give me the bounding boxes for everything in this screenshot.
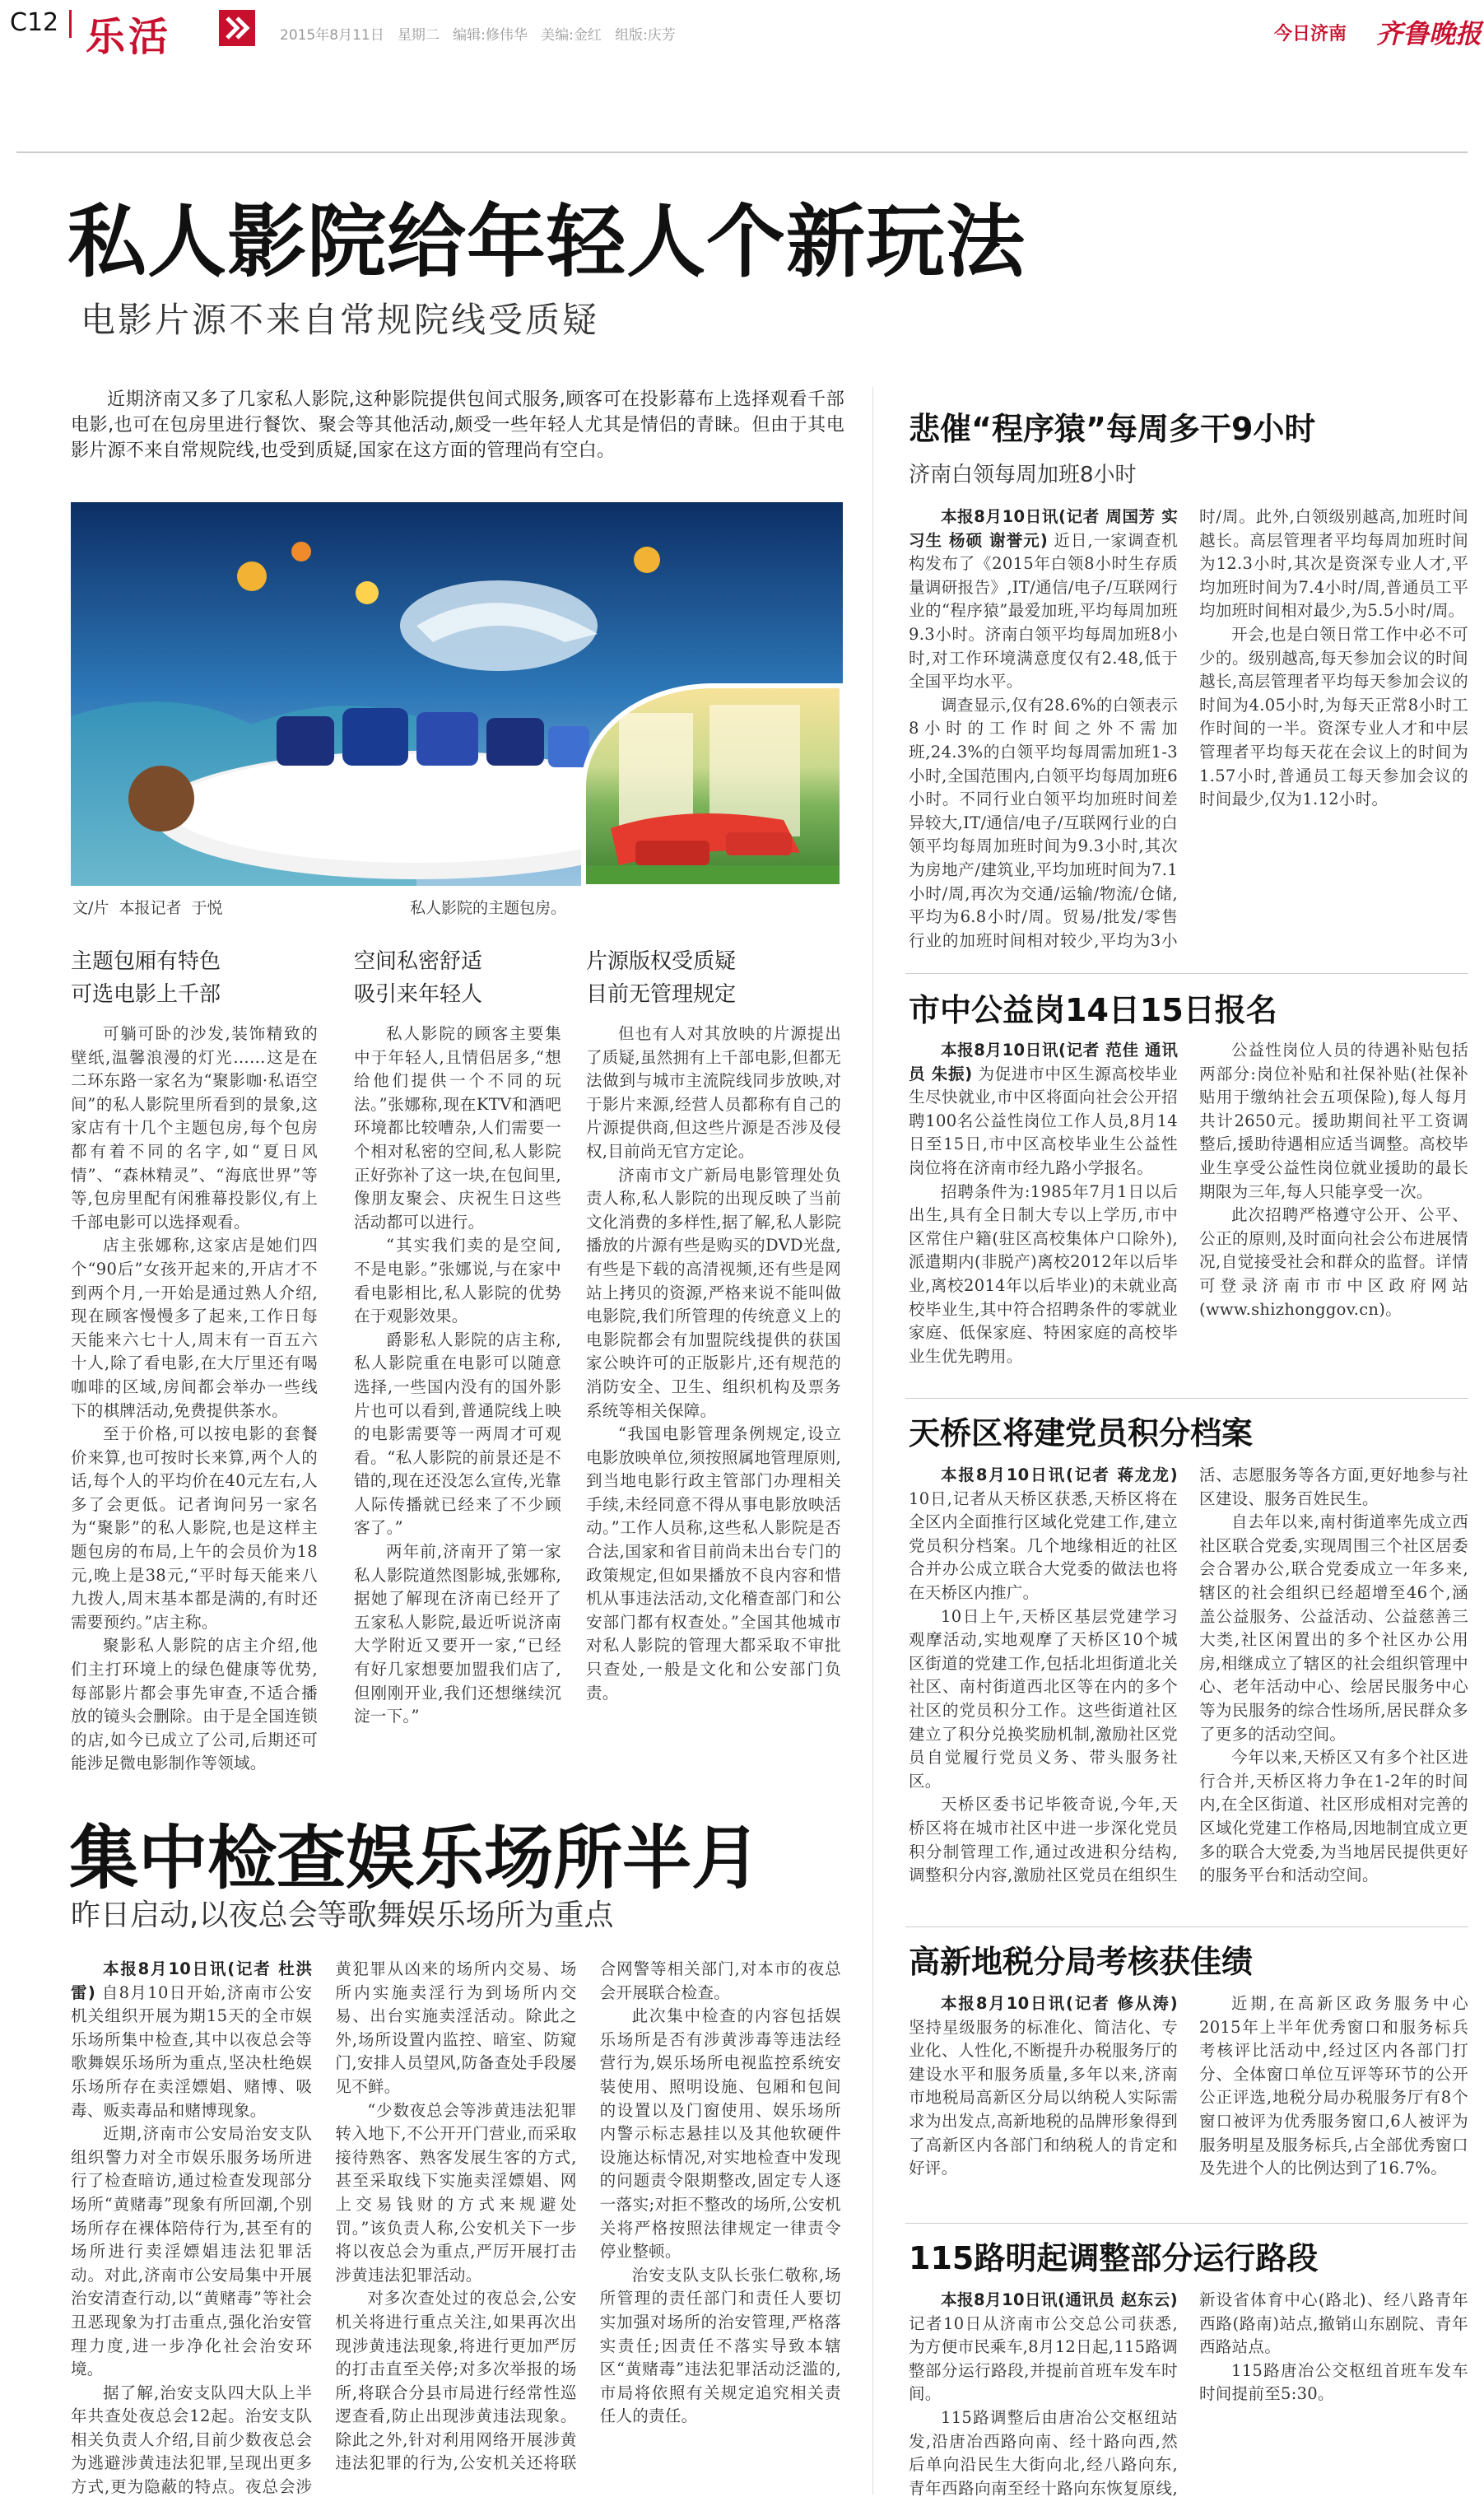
paragraph: 自去年以来,南村街道率先成立西社区联合党委,实现周围三个社区居委会合署办公,联合党委成立一年多来,辖区的社会组织已经超增至46个,涵盖公益服务、公益活动、公益慈善三大类,社区闲置出的多个社区办公用房,相继成立了辖区的社会组织管理中心、老年活动中心、绘居民服务中心等为民服务的综合性场所,居民群众多了更多的活动空间。 — [1199, 1512, 1468, 1744]
paragraph: 招聘条件为:1985年7月1日以后出生,具有全日制大专以上学历,市中区常住户籍(驻区高校集体户口除外),派遣期内(非脱产)离校2012年以后毕业,离校2014年以后毕业)的未就业高校毕业生,其中符合招聘条件的零就业家庭、低保家庭、特困家庭的高校毕业生优先聘用。 — [909, 1181, 1178, 1366]
story4-body — [909, 1464, 1468, 1922]
section-name: 乐活 — [86, 14, 172, 60]
page-number: C12 — [10, 8, 59, 37]
paragraph: 济南市文广新局电影管理处负责人称,私人影院的出现反映了当前文化消费的多样性,据了解,私人影院播放的片源有些是购买的DVD光盘,有些是下载的高清视频,还有些是网站上拷贝的资源,严格来说不能叫做电影院,我们所管理的传统意义上的电影院都会有加盟院线提供的获国家公映许可的正版影片,还有规范的消防安全、卫生、组织机构及票务系统等相关保障。 — [586, 1165, 841, 1420]
section-chevron-icon — [219, 10, 255, 46]
story1-intro — [71, 387, 844, 464]
editor-credit: 编辑:修伟华 — [453, 27, 528, 44]
paragraph: 至于价格,可以按电影的套餐价来算,也可按时长来算,两个人的话,每个人的平均价在40元左右,人多了会更低。记者询问另一家名为“聚影”的私人影院,也是这样主题包房的布局,上午的会员价为18元,晚上是38元,“平时每天能来八九拨人,周末基本都是满的,有时还需要预约。”店主称。 — [71, 1424, 318, 1632]
paragraph: 两年前,济南开了第一家私人影院道然图影城,张娜称,据她了解现在济南已经开了五家私人影院,最近听说济南大学附近又要开一家,“已经有好几家想要加盟我们店了,但刚刚开业,我们还想继续沉淀一下。” — [354, 1542, 561, 1726]
photo-credit: 文/片 本报记者 于悦 — [72, 899, 223, 917]
paragraph: 115路调整后由唐冶公交枢纽站发,沿唐冶西路向南、经十路向西,然后单向沿民生大街向北,经八路向东,青年西路向南至经十路向东恢复原线,新设省体育中心(路北)、经八路青年西路(路南)站点,撤销山东剧院、青年西路站点。 — [909, 2290, 1468, 2498]
paragraph: 开会,也是白领日常工作中必不可少的。级别越高,每天参加会议的时间越长,高层管理者平均每天参加会议的时间为4.05小时,为每天正常8小时工作时间的一半。资深专业人才和中层管理者平均每天花在会议上的时间为1.57小时,普通员工每天参加会议的时间最少,仅为1.12小时。 — [1199, 624, 1468, 809]
paragraph: 私人影院的顾客主要集中于年轻人,且情侣居多,“想给他们提供一个不同的玩法。”张娜称,现在KTV和酒吧环境都比较嘈杂,人们需要一个相对私密的空间,私人影院正好弥补了这一块,在包间里,像朋友聚会、庆祝生日这些活动都可以进行。 — [354, 1024, 561, 1232]
story5-body — [71, 1958, 841, 2501]
story3-body — [909, 1039, 1468, 1411]
paragraph: 可躺可卧的沙发,装饰精致的壁纸,温馨浪漫的灯光……这是在二环东路一家名为“聚影咖·私语空间”的私人影院里所看到的景象,这家店有十几个主题包房,每个包房都有着不同的名字,如“夏日风情”、“森林精灵”、“海底世界”等等,包房里配有闲雅幕投影仪,有上千部电影可以选择观看。 — [71, 1024, 318, 1232]
inset-photo-illustration — [586, 688, 843, 886]
paragraph: 近期,在高新区政务服务中心2015年上半年优秀窗口和服务标兵考核评比活动中,经过区内各部门打分、全体窗口单位互评等环节的公开公正评选,地税分局办税服务厅有8个窗口被评为优秀服务窗口,6人被评为服务明星及服务标兵,占全部优秀窗口及先进个人的比例达到了16.7%。 — [1199, 1994, 1468, 2178]
paragraph: 调查显示,仅有28.6%的白领表示8小时的工作时间之外不需加班,24.3%的白领平均每周需加班1-3小时,全国范围内,白领平均每周加班6小时。不同行业白领平均加班时间差异较大,IT/通信/电子/互联网行业的白领平均每周加班时间为9.3小时,其次为房地产/建筑业,平均加班时间为7.1小时/周,再次为交通/运输/物流/仓储,平均为6.8小时/周。贸易/批发/零售行业的加班时间相对较少,平均为3小时/周。此外,白领级别越高,加班时间越长。高层管理者平均每周加班时间为12.3小时,其次是资深专业人才,平均加班时间为7.4小时/周,普通员工平均加班时间相对最少,为5.5小时/周。 — [909, 507, 1468, 950]
designer-credit: 美编:金红 — [541, 27, 602, 44]
column-3-subhead-1: 片源版权受质疑 — [586, 949, 737, 974]
paragraph: 对多次查处过的夜总会,公安机关将进行重点关注,如果再次出现涉黄违法现象,将进行更加严厉的打击直至关停;对多次举报的场所,将联合分县市局进行经常性巡逻查看,防止出现涉黄违法现象。除此之外,针对利用网络开展涉黄违法犯罪的行为,公安机关还将联合网警等相关部门,对本市的夜总会开展联合检查。 — [335, 1959, 841, 2473]
story6-body — [909, 1992, 1468, 2208]
column-name: 今日济南 — [1274, 24, 1347, 44]
paragraph: 店主张娜称,这家店是她们四个“90后”女孩开起来的,开店才不到两个月,一开始是通过熟人介绍,现在顾客慢慢多了起来,工作日每天能来六七十人,周末有一百五六十人,除了看电影,在大厅里还有喝咖啡的区域,房间都会举办一些线下的棋牌活动,免费提供茶水。 — [71, 1236, 318, 1420]
paragraph: 今年以来,天桥区又有多个社区进行合并,天桥区将力争在1-2年的时间内,在全区街道、社区形成相对完善的区域化党建工作格局,因地制宜成立更多的联合大党委,为当地居民提供更好的服务平台和活动空间。 — [1199, 1748, 1468, 1885]
story4-headline: 天桥区将建党员积分档案 — [909, 1415, 1254, 1451]
story2-body — [909, 505, 1468, 967]
paragraph: “我国电影管理条例规定,设立电影放映单位,须按照属地管理原则,到当地电影行政主管部门办理相关手续,未经同意不得从事电影放映活动。”工作人员称,这些私人影院是否合法,国家和省目前尚未出台专门的政策规定,但如果播放不良内容和惜机从事违法活动,文化稽查部门和公安部门都有权查处。”全国其他城市对私人影院的管理大都采取不审批只查处,一般是文化和公安部门负责。 — [586, 1424, 841, 1703]
header-divider-tick — [69, 10, 72, 38]
section-rule — [905, 1398, 1468, 1399]
inset-photo — [581, 683, 843, 886]
paragraph: 爵影私人影院的店主称,私人影院重在电影可以随意选择,一些国内没有的国外影片也可以看到,普通院线上映的电影需要等一两周才可观看。“私人影院的前景还是不错的,现在还没怎么宣传,光靠人际传播就已经来了不少顾客了。” — [354, 1330, 561, 1538]
column-1-subhead-2: 可选电影上千部 — [71, 982, 221, 1007]
proof-credit: 组版:庆芳 — [615, 27, 676, 44]
issue-date: 2015年8月11日 — [280, 27, 384, 44]
story5-subheadline: 昨日启动,以夜总会等歌舞娱乐场所为重点 — [71, 1898, 614, 1932]
paragraph: 本报8月10日讯(通讯员 赵东云) 记者10日从济南市公交总公司获悉,为方便市民乘车,8月12日起,115路调整部分运行路段,并提前首班车发车时间。 — [909, 2290, 1178, 2404]
story7-body — [909, 2289, 1468, 2504]
story6-headline: 高新地税分局考核获佳绩 — [909, 1944, 1254, 1980]
story1-column-3 — [586, 945, 841, 1705]
paragraph: 115路唐冶公交枢纽首班车发车时间提前至5:30。 — [1199, 2360, 1468, 2404]
paragraph: 本报8月10日讯(记者 范佳 通讯员 朱振) 为促进市中区生源高校毕业生尽快就业,市中区将面向社会公开招聘100名公益性岗位工作人员,8月14日至15日,市中区高校毕业生公益性岗位将在济南市经九路小学报名。 — [909, 1041, 1178, 1177]
header-rule — [16, 151, 1468, 153]
paragraph: “少数夜总会等涉黄违法犯罪转入地下,不公开开门营业,而采取接待熟客、熟客发展生客的方式,甚至采取线下实施卖淫嫖娼、网上交易钱财的方式来规避处罚。”该负责人称,公安机关下一步将以夜总会为重点,严厉开展打击涉黄违法犯罪活动。 — [335, 2100, 577, 2285]
paragraph: 本报8月10日讯(记者 修从涛) 坚持星级服务的标准化、简洁化、专业化、人性化,不断提升办税服务厅的建设水平和服务质量,多年以来,济南市地税局高新区分局以纳税人实际需求为出发点,高新地税的品牌形象得到了高新区内各部门和纳税人的肯定和好评。 — [909, 1994, 1178, 2178]
story1-column-2 — [354, 945, 561, 1729]
paragraph: 公益性岗位人员的待遇补贴包括两部分:岗位补贴和社保补贴(社保补贴用于缴纳社会五项保险),每人每月共计2650元。援助期间社平工资调整后,援助待遇相应适当调整。高校毕业生享受公益性岗位就业援助的最长期限为三年,每人只能享受一次。 — [1199, 1041, 1468, 1201]
story5-headline: 集中检查娱乐场所半月 — [69, 1818, 761, 1898]
paragraph: 本报8月10日讯(记者 周国芳 实习生 杨硕 谢誉元) 近日,一家调查机构发布了《2015年白领8小时生存质量调研报告》,IT/通信/电子/互联网行业的“程序猿”最爱加班,平均每周加班9.3小时。济南白领平均每周加班8小时,对工作环境满意度仅有2.48,低于全国平均水平。 — [909, 507, 1178, 692]
column-3-subhead-2: 目前无管理规定 — [586, 982, 737, 1007]
issue-weekday: 星期二 — [397, 27, 440, 44]
paragraph: 10日上午,天桥区基层党建学习观摩活动,实地观摩了天桥区10个城区街道的党建工作,包括北坦街道北关社区、南村街道西北区等在内的多个社区的党员积分工作。这些街道社区建立了积分兑换奖励机制,激励社区党员自觉履行党员义务、带头服务社区。 — [909, 1606, 1178, 1791]
cinema-photo — [71, 502, 843, 886]
paragraph: 本报8月10日讯(记者 蒋龙龙) 10日,记者从天桥区获悉,天桥区将在全区内全面推行区域化党建工作,建立党员积分档案。几个地缘相近的社区合并办公成立联合大党委的做法也将在天桥区内推广。 — [909, 1465, 1178, 1602]
story2-subheadline: 济南白领每周加班8小时 — [909, 463, 1137, 487]
story1-headline: 私人影院给年轻人个新玩法 — [67, 196, 1026, 288]
paragraph: “其实我们卖的是空间,不是电影。”张娜说,与在家中看电影相比,私人影院的优势在于观影效果。 — [354, 1236, 561, 1326]
story1-subheadline: 电影片源不来自常规院线受质疑 — [81, 300, 600, 340]
paragraph: 但也有人对其放映的片源提出了质疑,虽然拥有上千部电影,但都无法做到与城市主流院线同步放映,对于影片来源,经营人员都称有自己的片源提供商,但这些片源是否涉及侵权,目前尚无官方定论。 — [586, 1024, 841, 1161]
section-rule — [905, 2223, 1468, 2224]
paragraph: 天桥区委书记毕筱奇说,今年,天桥区将在城市社区中进一步深化党员积分制管理工作,通过改进积分结构,调整积分内容,激励社区党员在组织生活、志愿服务等各方面,更好地参与社区建设、服务百姓民生。 — [909, 1465, 1468, 1885]
story2-headline: 悲催“程序猿”每周多干9小时 — [909, 411, 1316, 447]
paragraph: 据了解,治安支队四大队上半年共查处夜总会12起。治安支队相关负责人介绍,目前少数夜总会为逃避涉黄违法犯罪,呈现出更多方式,更为隐蔽的特点。夜总会涉黄犯罪从凶来的场所内交易、场所内实施卖淫行为到场所内交易、出台实施卖淫活动。除此之外,场所设置内监控、暗室、防窥门,安排人员望风,防备查处手段屡见不鲜。 — [71, 1959, 577, 2497]
paragraph: 治安支队支队长张仁敬称,场所管理的责任部门和责任人要切实加强对场所的治安管理,严格落实责任;因责任不落实导致本辖区“黄赌毒”违法犯罪活动泛滥的,市局将依照有关规定追究相关责任人的责任。 — [599, 2265, 841, 2426]
column-2-subhead-2: 吸引来年轻人 — [354, 982, 483, 1007]
photo-caption: 私人影院的主题包房。 — [410, 899, 567, 917]
section-rule — [905, 973, 1468, 974]
paragraph: 聚影私人影院的店主介绍,他们主打环境上的绿色健康等优势,每部影片都会事先审查,不适合播放的镜头会删除。由于是全国连锁的店,如今已成立了公司,后期还可能涉足微电影制作等领域。 — [71, 1636, 318, 1773]
paragraph: 本报8月10日讯(记者 杜洪雷) 自8月10日开始,济南市公安机关组织开展为期15天的全市娱乐场所集中检查,其中以夜总会等歌舞娱乐场所为重点,坚决杜绝娱乐场所存在卖淫嫖娼、赌博、吸毒、贩卖毒品和赌博现象。 — [71, 1959, 313, 2120]
paragraph: 此次招聘严格遵守公开、公平、公正的原则,及时面向社会公布进展情况,自觉接受社会和群众的监督。详情可登录济南市市中区政府网站(www.shizhonggov.cn)。 — [1199, 1205, 1468, 1319]
right-column-divider — [872, 387, 873, 2495]
column-1-subhead-1: 主题包厢有特色 — [71, 949, 221, 974]
story7-headline: 115路明起调整部分运行路段 — [909, 2240, 1319, 2276]
section-rule — [905, 1926, 1468, 1927]
column-2-subhead-1: 空间私密舒适 — [354, 949, 483, 974]
header-meta — [280, 23, 676, 44]
paragraph: 此次集中检查的内容包括娱乐场所是否有涉黄涉毒等违法经营行为,娱乐场所电视监控系统安装使用、照明设施、包厢和包间的设置以及门窗使用、娱乐场所内警示标志悬挂以及其他软硬件设施达标情况,对实地检查中发现的问题责令限期整改,固定专人逐一落实;对拒不整改的场所,公安机关将严格按照法律规定一律责令停业整顿。 — [599, 2006, 841, 2262]
story3-headline: 市中公益岗14日15日报名 — [909, 992, 1277, 1028]
story1-column-1 — [71, 945, 318, 1776]
masthead-logo: 齐鲁晚报 — [1376, 18, 1482, 49]
paragraph: 近期,济南市公安局治安支队组织警力对全市娱乐服务场所进行了检查暗访,通过检查发现部分场所“黄赌毒”现象有所回潮,个别场所存在裸体陪侍行为,甚至有的场所进行卖淫嫖娼违法犯罪活动。对此,济南市公安局集中开展治安清查行动,以“黄赌毒”等社会丑恶现象为打击重点,强化治安管理力度,进一步净化社会治安环境。 — [71, 2124, 313, 2379]
story1-intro-text: 近期济南又多了几家私人影院,这种影院提供包间式服务,顾客可在投影幕布上选择观看千部电影,也可在包房里进行餐饮、聚会等其他活动,颇受一些年轻人尤其是情侣的青睐。但由于其电影片源不来自常规院线,也受到质疑,国家在这方面的管理尚有空白。 — [71, 389, 844, 461]
